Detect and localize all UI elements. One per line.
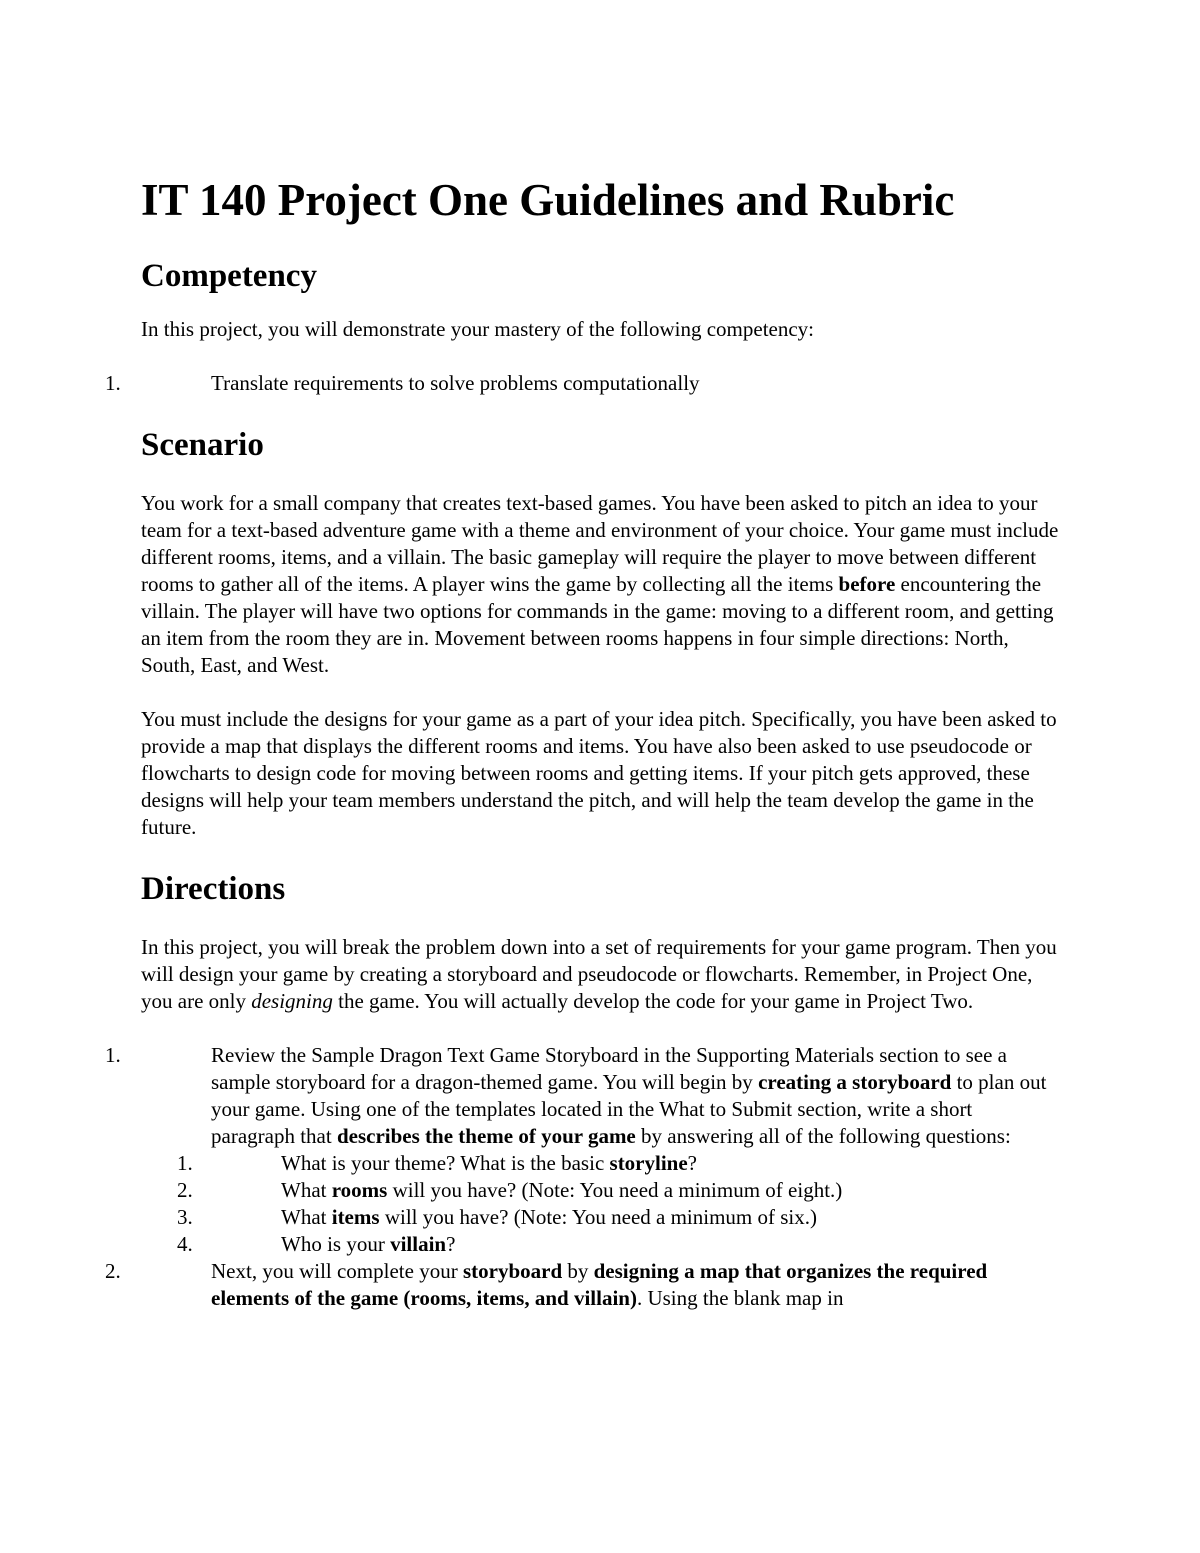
sublist-item xyxy=(177,1204,1061,1231)
competency-item xyxy=(105,370,1061,397)
bold-text: describes the theme of your game xyxy=(336,1124,636,1148)
bold-text: designing a map that organizes the required elements of the game (rooms, items, and villain) xyxy=(211,1259,988,1310)
bold-text: storyboard xyxy=(462,1259,563,1283)
text-run: by xyxy=(562,1259,594,1283)
directions-paragraph xyxy=(141,934,1061,1015)
text-run: the game. You will actually develop the code for your game in Project Two. xyxy=(332,989,974,1013)
list-number: 2. xyxy=(177,1178,193,1202)
text-run: will you have? (Note: You need a minimum of eight.) xyxy=(387,1178,843,1202)
list-number: 1. xyxy=(177,1151,193,1175)
text-run: to plan out your game. Using one of the templates located in the What to Submit section, write a short paragraph that xyxy=(211,1070,1047,1148)
list-number: 1. xyxy=(105,1043,121,1067)
text-run: What is your theme? What is the basic xyxy=(281,1151,610,1175)
bold-text: before xyxy=(838,572,896,596)
text-run: will you have? (Note: You need a minimum of six.) xyxy=(379,1205,818,1229)
text-run: by answering all of the following questions: xyxy=(635,1124,1011,1148)
text-run: In this project, you will break the problem down into a set of requirements for your game program. Then you will design your game by creating a storyboard and pseudocode or flowcharts. Remember, in Project One, you are only xyxy=(141,935,1057,1013)
competency-list xyxy=(105,370,1061,397)
list-number: 1. xyxy=(105,371,121,395)
bold-text: storyline xyxy=(609,1151,688,1175)
sublist-item xyxy=(177,1231,1061,1258)
document-title: IT 140 Project One Guidelines and Rubric xyxy=(141,175,955,225)
bold-text: rooms xyxy=(331,1178,388,1202)
sublist-item xyxy=(177,1150,1061,1177)
text-run: Next, you will complete your xyxy=(211,1259,463,1283)
text-run: Review the Sample Dragon Text Game Storyboard in the Supporting Materials section to see a sample storyboard for a dragon-themed game. You will begin by xyxy=(211,1043,1007,1094)
scenario-paragraph-2: You must include the designs for your game as a part of your idea pitch. Specifically, you have been asked to provide a map that displays the different rooms and items. You have also been asked to use pseudocode or flowcharts to design code for moving between rooms and getting items. If your pitch gets approved, these designs will help your team members understand the pitch, and will help the team develop the game in the future. xyxy=(141,707,1057,839)
text-run: encountering the villain. The player will have two options for commands in the game: moving to a different room, and getting an item from the room they are in. Movement between rooms happens in four simple directions: North, South, East, and West. xyxy=(141,572,1054,677)
text-run: . Using the blank map in xyxy=(636,1286,844,1310)
text-run: What xyxy=(281,1178,332,1202)
bold-text: creating a storyboard xyxy=(758,1070,952,1094)
competency-intro: In this project, you will demonstrate your mastery of the following competency: xyxy=(141,317,815,341)
text-run: Who is your xyxy=(281,1232,391,1256)
competency-heading: Competency xyxy=(141,258,317,294)
directions-item-1 xyxy=(105,1042,1061,1258)
directions-heading: Directions xyxy=(141,871,286,907)
competency-item-text: Translate requirements to solve problems computationally xyxy=(211,371,700,395)
scenario-heading: Scenario xyxy=(141,427,264,463)
text-run: ? xyxy=(687,1151,697,1175)
directions-list xyxy=(105,1042,1061,1312)
italic-text: designing xyxy=(251,989,333,1013)
bold-text: villain xyxy=(390,1232,447,1256)
text-run: What xyxy=(281,1205,332,1229)
text-run: ? xyxy=(446,1232,456,1256)
sublist-item xyxy=(177,1177,1061,1204)
list-number: 3. xyxy=(177,1205,193,1229)
list-number: 4. xyxy=(177,1232,193,1256)
list-number: 2. xyxy=(105,1259,121,1283)
directions-sublist xyxy=(177,1150,1061,1258)
bold-text: items xyxy=(331,1205,380,1229)
directions-item-2 xyxy=(105,1258,1061,1312)
scenario-paragraph-1 xyxy=(141,490,1061,679)
document-page xyxy=(105,170,1061,1312)
text-run: You work for a small company that creates text-based games. You have been asked to pitch an idea to your team for a text-based adventure game with a theme and environment of your choice. Your game must include different rooms, items, and a villain. The basic gameplay will require the player to move between different rooms to gather all of the items. A player wins the game by collecting all the items xyxy=(141,491,1059,596)
